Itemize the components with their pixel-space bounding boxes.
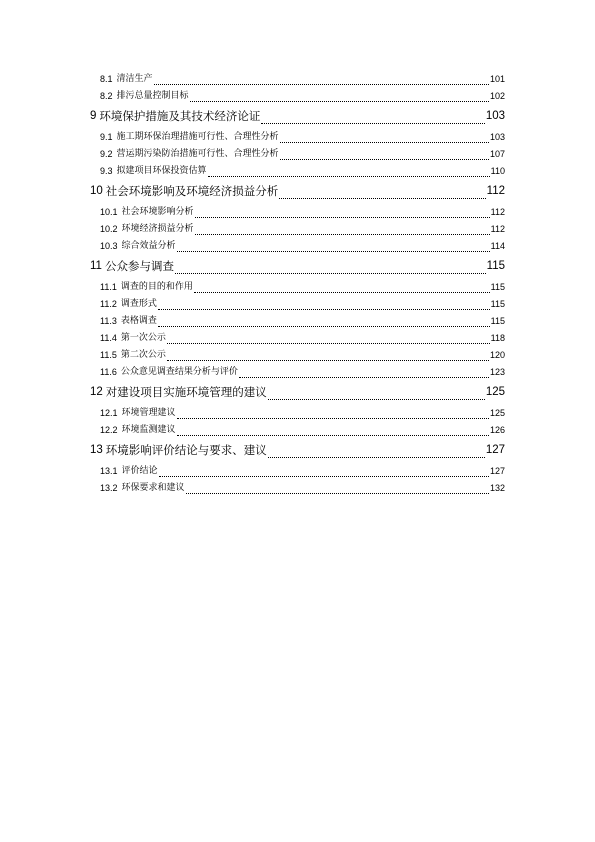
toc-entry-number: 11.3 — [100, 316, 117, 326]
toc-entry-13-1[interactable] — [90, 463, 505, 480]
toc-entry-page: 114 — [490, 241, 505, 251]
toc-entry-title: 营运期污染防治措施可行性、合理性分析 — [116, 149, 279, 159]
toc-entry-page: 103 — [489, 132, 505, 142]
toc-entry-11-2[interactable] — [90, 296, 505, 313]
toc-entry-title: 表格调查 — [120, 316, 157, 326]
toc-leader-dots — [177, 251, 490, 252]
toc-entry-number: 12 — [90, 386, 103, 398]
toc-entry-page: 112 — [486, 185, 505, 197]
toc-entry-page: 115 — [490, 282, 505, 292]
toc-entry-title: 调查形式 — [120, 299, 157, 309]
toc-entry-number: 13 — [90, 444, 103, 456]
toc-entry-page: 120 — [489, 350, 505, 360]
toc-entry-page: 101 — [489, 74, 505, 84]
toc-entry-page: 103 — [485, 110, 505, 122]
toc-entry-number: 9.2 — [100, 149, 113, 159]
toc-entry-page: 115 — [486, 260, 505, 272]
toc-entry-9-2[interactable] — [90, 146, 505, 163]
toc-entry-page: 123 — [489, 367, 505, 377]
toc-entry-title: 第二次公示 — [120, 350, 166, 360]
toc-entry-12-1[interactable] — [90, 405, 505, 422]
toc-leader-dots — [186, 493, 489, 494]
table-of-contents — [90, 71, 505, 497]
toc-entry-number: 11 — [90, 260, 102, 272]
toc-leader-dots — [194, 292, 490, 293]
toc-entry-number: 13.1 — [100, 466, 118, 476]
toc-entry-number: 9.1 — [100, 132, 113, 142]
toc-leader-dots — [190, 101, 489, 102]
toc-entry-number: 10 — [90, 185, 103, 197]
toc-entry-page: 102 — [489, 91, 505, 101]
toc-entry-number: 10.2 — [100, 224, 118, 234]
toc-leader-dots — [195, 217, 490, 218]
toc-leader-dots — [167, 360, 489, 361]
toc-entry-page: 125 — [485, 386, 505, 398]
toc-leader-dots — [154, 84, 489, 85]
toc-leader-dots — [280, 159, 489, 160]
toc-entry-11[interactable] — [90, 256, 505, 277]
toc-entry-13[interactable] — [90, 440, 505, 461]
toc-leader-dots — [177, 418, 489, 419]
toc-entry-title: 施工期环保治理措施可行性、合理性分析 — [116, 132, 279, 142]
toc-entry-title: 公众意见调查结果分析与评价 — [120, 367, 238, 377]
toc-entry-number: 8.1 — [100, 74, 113, 84]
toc-entry-title: 公众参与调查 — [104, 259, 174, 273]
toc-entry-9[interactable] — [90, 106, 505, 127]
toc-entry-number: 11.4 — [100, 333, 117, 343]
toc-entry-10-2[interactable] — [90, 221, 505, 238]
toc-leader-dots — [195, 234, 490, 235]
toc-leader-dots — [158, 309, 490, 310]
toc-entry-8-1[interactable] — [90, 71, 505, 88]
toc-entry-10-3[interactable] — [90, 238, 505, 255]
toc-entry-page: 115 — [490, 316, 505, 326]
toc-entry-8-2[interactable] — [90, 88, 505, 105]
toc-entry-number: 11.1 — [100, 282, 117, 292]
toc-entry-number: 8.2 — [100, 91, 113, 101]
toc-entry-title: 排污总量控制目标 — [116, 91, 189, 101]
toc-entry-page: 127 — [489, 466, 505, 476]
toc-entry-page: 127 — [485, 444, 505, 456]
toc-entry-title: 环境影响评价结论与要求、建议 — [105, 443, 267, 457]
toc-entry-number: 9 — [90, 110, 97, 122]
toc-entry-12-2[interactable] — [90, 422, 505, 439]
toc-entry-number: 12.1 — [100, 408, 118, 418]
toc-leader-dots — [158, 326, 490, 327]
toc-entry-number: 11.6 — [100, 367, 117, 377]
toc-entry-page: 118 — [490, 333, 505, 343]
toc-entry-11-5[interactable] — [90, 347, 505, 364]
toc-leader-dots — [261, 123, 484, 124]
toc-entry-13-2[interactable] — [90, 480, 505, 497]
toc-entry-title: 评价结论 — [121, 466, 158, 476]
toc-entry-title: 调查的目的和作用 — [120, 282, 193, 292]
toc-entry-11-1[interactable] — [90, 279, 505, 296]
toc-entry-number: 13.2 — [100, 483, 118, 493]
toc-entry-title: 社会环境影响分析 — [121, 207, 194, 217]
toc-leader-dots — [167, 343, 490, 344]
toc-entry-title: 环保要求和建议 — [121, 483, 185, 493]
toc-entry-number: 11.5 — [100, 350, 117, 360]
toc-entry-page: 107 — [489, 149, 505, 159]
toc-entry-10-1[interactable] — [90, 204, 505, 221]
toc-leader-dots — [268, 399, 485, 400]
toc-leader-dots — [280, 142, 489, 143]
toc-entry-page: 126 — [489, 425, 505, 435]
toc-entry-title: 第一次公示 — [120, 333, 166, 343]
toc-leader-dots — [239, 377, 489, 378]
toc-leader-dots — [159, 476, 489, 477]
toc-entry-number: 10.3 — [100, 241, 118, 251]
toc-entry-11-4[interactable] — [90, 330, 505, 347]
toc-entry-10[interactable] — [90, 181, 505, 202]
toc-entry-title: 清洁生产 — [116, 74, 153, 84]
toc-entry-page: 112 — [490, 224, 505, 234]
toc-entry-page: 112 — [490, 207, 505, 217]
toc-entry-title: 环境管理建议 — [121, 408, 176, 418]
toc-entry-page: 125 — [489, 408, 505, 418]
toc-entry-title: 社会环境影响及环境经济损益分析 — [105, 184, 279, 198]
toc-entry-9-1[interactable] — [90, 129, 505, 146]
toc-entry-number: 11.2 — [100, 299, 117, 309]
toc-entry-title: 环境经济损益分析 — [121, 224, 194, 234]
toc-entry-11-6[interactable] — [90, 364, 505, 381]
toc-entry-11-3[interactable] — [90, 313, 505, 330]
toc-entry-9-3[interactable] — [90, 163, 505, 180]
toc-leader-dots — [268, 457, 485, 458]
toc-entry-number: 10.1 — [100, 207, 118, 217]
toc-leader-dots — [177, 435, 489, 436]
toc-leader-dots — [208, 176, 490, 177]
toc-entry-title: 综合效益分析 — [121, 241, 176, 251]
toc-leader-dots — [175, 273, 486, 274]
toc-entry-title: 环境保护措施及其技术经济论证 — [99, 109, 261, 123]
toc-leader-dots — [279, 198, 485, 199]
toc-entry-title: 拟建项目环保投资估算 — [116, 166, 207, 176]
toc-entry-page: 115 — [490, 299, 505, 309]
toc-entry-number: 9.3 — [100, 166, 113, 176]
toc-entry-page: 110 — [490, 166, 505, 176]
toc-entry-title: 环境监测建议 — [121, 425, 176, 435]
toc-entry-number: 12.2 — [100, 425, 118, 435]
toc-entry-12[interactable] — [90, 382, 505, 403]
toc-entry-title: 对建设项目实施环境管理的建议 — [105, 385, 267, 399]
toc-entry-page: 132 — [489, 483, 505, 493]
